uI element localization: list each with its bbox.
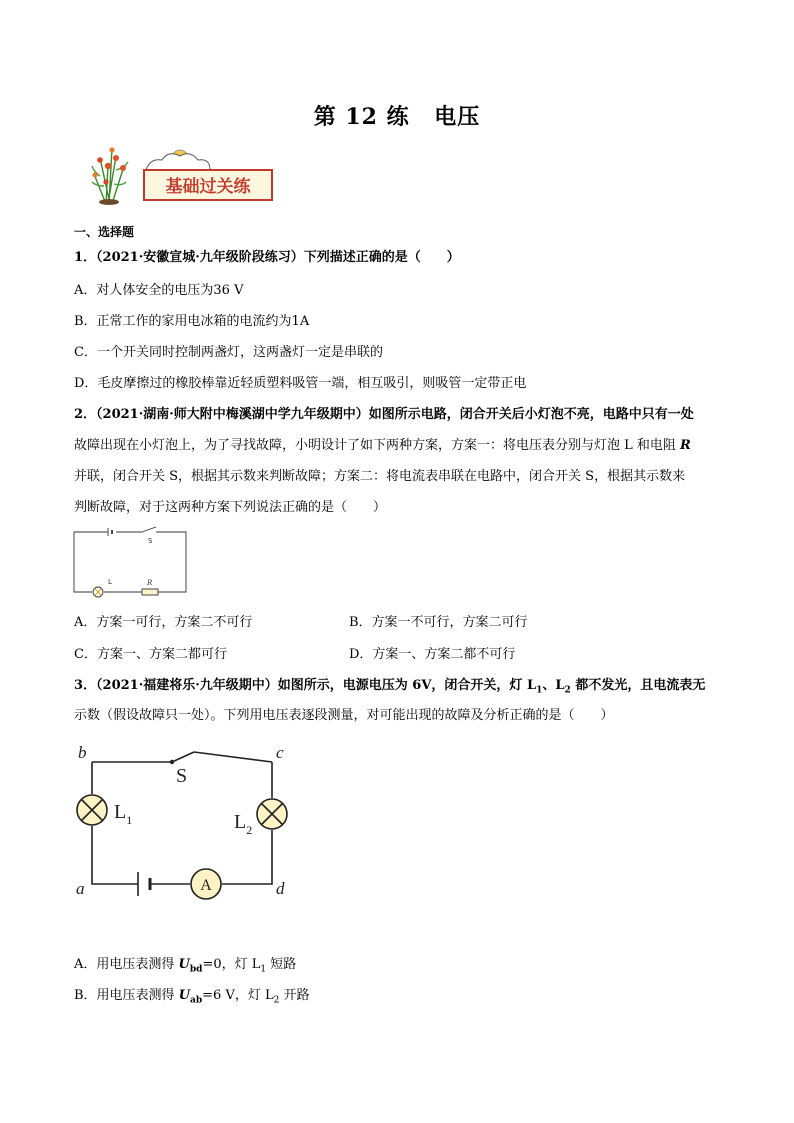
q2-stem-line4: 判断故障，对于这两种方案下列说法正确的是（ ） xyxy=(74,500,387,515)
q3-stem-line1-mid: 、L xyxy=(542,678,565,693)
q3-ammeter-label: A xyxy=(200,877,212,894)
q3-node-c: c xyxy=(276,743,284,762)
q1-option-a: A．对人体安全的电压为36 V xyxy=(74,283,244,298)
q2-resistor-label: R xyxy=(147,579,153,587)
q2-stem-line3: 并联，闭合开关 S，根据其示数来判断故障；方案二：将电流表串联在电路中，闭合开关 S，根据其示数来 xyxy=(74,469,686,484)
page-title xyxy=(0,100,794,131)
q3-option-b-pre: B．用电压表测得 xyxy=(74,988,179,1003)
q3-l2-label xyxy=(234,811,252,837)
q1-option-d: D．毛皮摩擦过的橡胶棒靠近轻质塑料吸管一端，相互吸引，则吸管一定带正电 xyxy=(74,376,527,391)
q3-wire-top-right xyxy=(194,752,272,798)
q3-l2-sub: 2 xyxy=(246,823,253,837)
q2-switch-lever xyxy=(142,527,156,532)
q3-option-b xyxy=(74,986,309,1011)
q2-option-b: B．方案一不可行，方案二可行 xyxy=(349,615,528,630)
q3-option-a-u: U xyxy=(178,957,190,972)
q3-stem-l1-sub: 1 xyxy=(536,685,543,696)
q3-circuit-diagram xyxy=(72,740,302,900)
q3-switch-pivot xyxy=(170,760,174,764)
q2-option-c: C．方案一、方案二都可行 xyxy=(74,647,227,662)
q3-l1-label xyxy=(114,801,132,827)
q3-wire-right-bottom xyxy=(222,830,272,884)
q1-option-b: B．正常工作的家用电冰箱的电流约为1A xyxy=(74,314,310,329)
q3-stem-line1-end: 都不发光，且电流表无 xyxy=(570,678,706,693)
q3-stem-line1 xyxy=(74,676,705,701)
q3-stem-line2: 示数（假设故障只一处）。下列用电压表逐段测量，对可能出现的故障及分析正确的是（ ） xyxy=(74,708,614,723)
title-part2: 电压 xyxy=(434,104,481,130)
q2-stem-line1: 2．（2021·湖南·师大附中梅溪湖中学九年级期中）如图所示电路，闭合开关后小灯泡不亮，电路中只有一处 xyxy=(74,407,694,422)
q3-option-b-usub: ab xyxy=(190,995,203,1006)
q3-option-b-u: U xyxy=(178,988,191,1003)
q3-switch-label: S xyxy=(176,765,188,787)
q3-option-a-lsub: 1 xyxy=(260,964,267,975)
q1-option-c: C．一个开关同时控制两盏灯，这两盏灯一定是串联的 xyxy=(74,345,383,360)
q3-option-b-lsub: 2 xyxy=(273,995,280,1006)
q2-lamp-label: L xyxy=(108,578,112,586)
title-part1: 第 12 练 xyxy=(313,104,410,130)
q3-l1-sub: 1 xyxy=(126,813,133,827)
q2-switch-label: S xyxy=(148,537,153,545)
q3-node-a: a xyxy=(76,879,85,898)
q2-option-d: D．方案一、方案二都不可行 xyxy=(349,647,516,662)
q1-stem: 1．（2021·安徽宣城·九年级阶段练习）下列描述正确的是（ ） xyxy=(74,250,460,265)
banner-label: 基础过关练 xyxy=(165,177,251,197)
q3-option-b-post: 开路 xyxy=(279,988,310,1003)
q3-option-a-usub: bd xyxy=(189,964,203,975)
q3-option-b-mid: =6 V，灯 L xyxy=(202,988,274,1003)
q3-l2-letter: L xyxy=(234,811,247,833)
q2-circuit-diagram xyxy=(72,524,192,600)
q3-ammeter xyxy=(191,869,221,899)
q2-stem-line2 xyxy=(74,436,691,456)
q3-option-a-pre: A．用电压表测得 xyxy=(74,957,179,972)
q2-option-a: A．方案一可行，方案二不可行 xyxy=(74,615,253,630)
q3-lamp-l2 xyxy=(257,799,287,829)
q3-option-a xyxy=(74,955,296,980)
q3-option-a-post: 短路 xyxy=(266,957,297,972)
basic-practice-banner xyxy=(86,136,286,208)
q3-option-a-mid: =0，灯 L xyxy=(202,957,261,972)
q3-lamp-l1 xyxy=(77,795,107,825)
section-heading: 一、选择题 xyxy=(74,225,135,239)
q3-node-b: b xyxy=(78,743,87,762)
q3-l1-letter: L xyxy=(114,801,127,823)
q2-stem-line2-r: R xyxy=(680,438,691,453)
q2-stem-line2-text: 故障出现在小灯泡上，为了寻找故障，小明设计了如下两种方案，方案一：将电压表分别与灯泡 L 和电阻 xyxy=(74,438,681,453)
sun-cloud-icon xyxy=(146,150,210,170)
flower-illustration xyxy=(92,147,128,205)
q3-stem-l2-sub: 2 xyxy=(564,685,571,696)
q3-stem-line1-text: 3．（2021·福建将乐·九年级期中）如图所示，电源电压为 6V，闭合开关，灯 L xyxy=(74,678,537,693)
q3-switch-lever xyxy=(172,752,194,762)
q2-resistor xyxy=(142,589,158,595)
q3-node-d: d xyxy=(276,879,285,898)
